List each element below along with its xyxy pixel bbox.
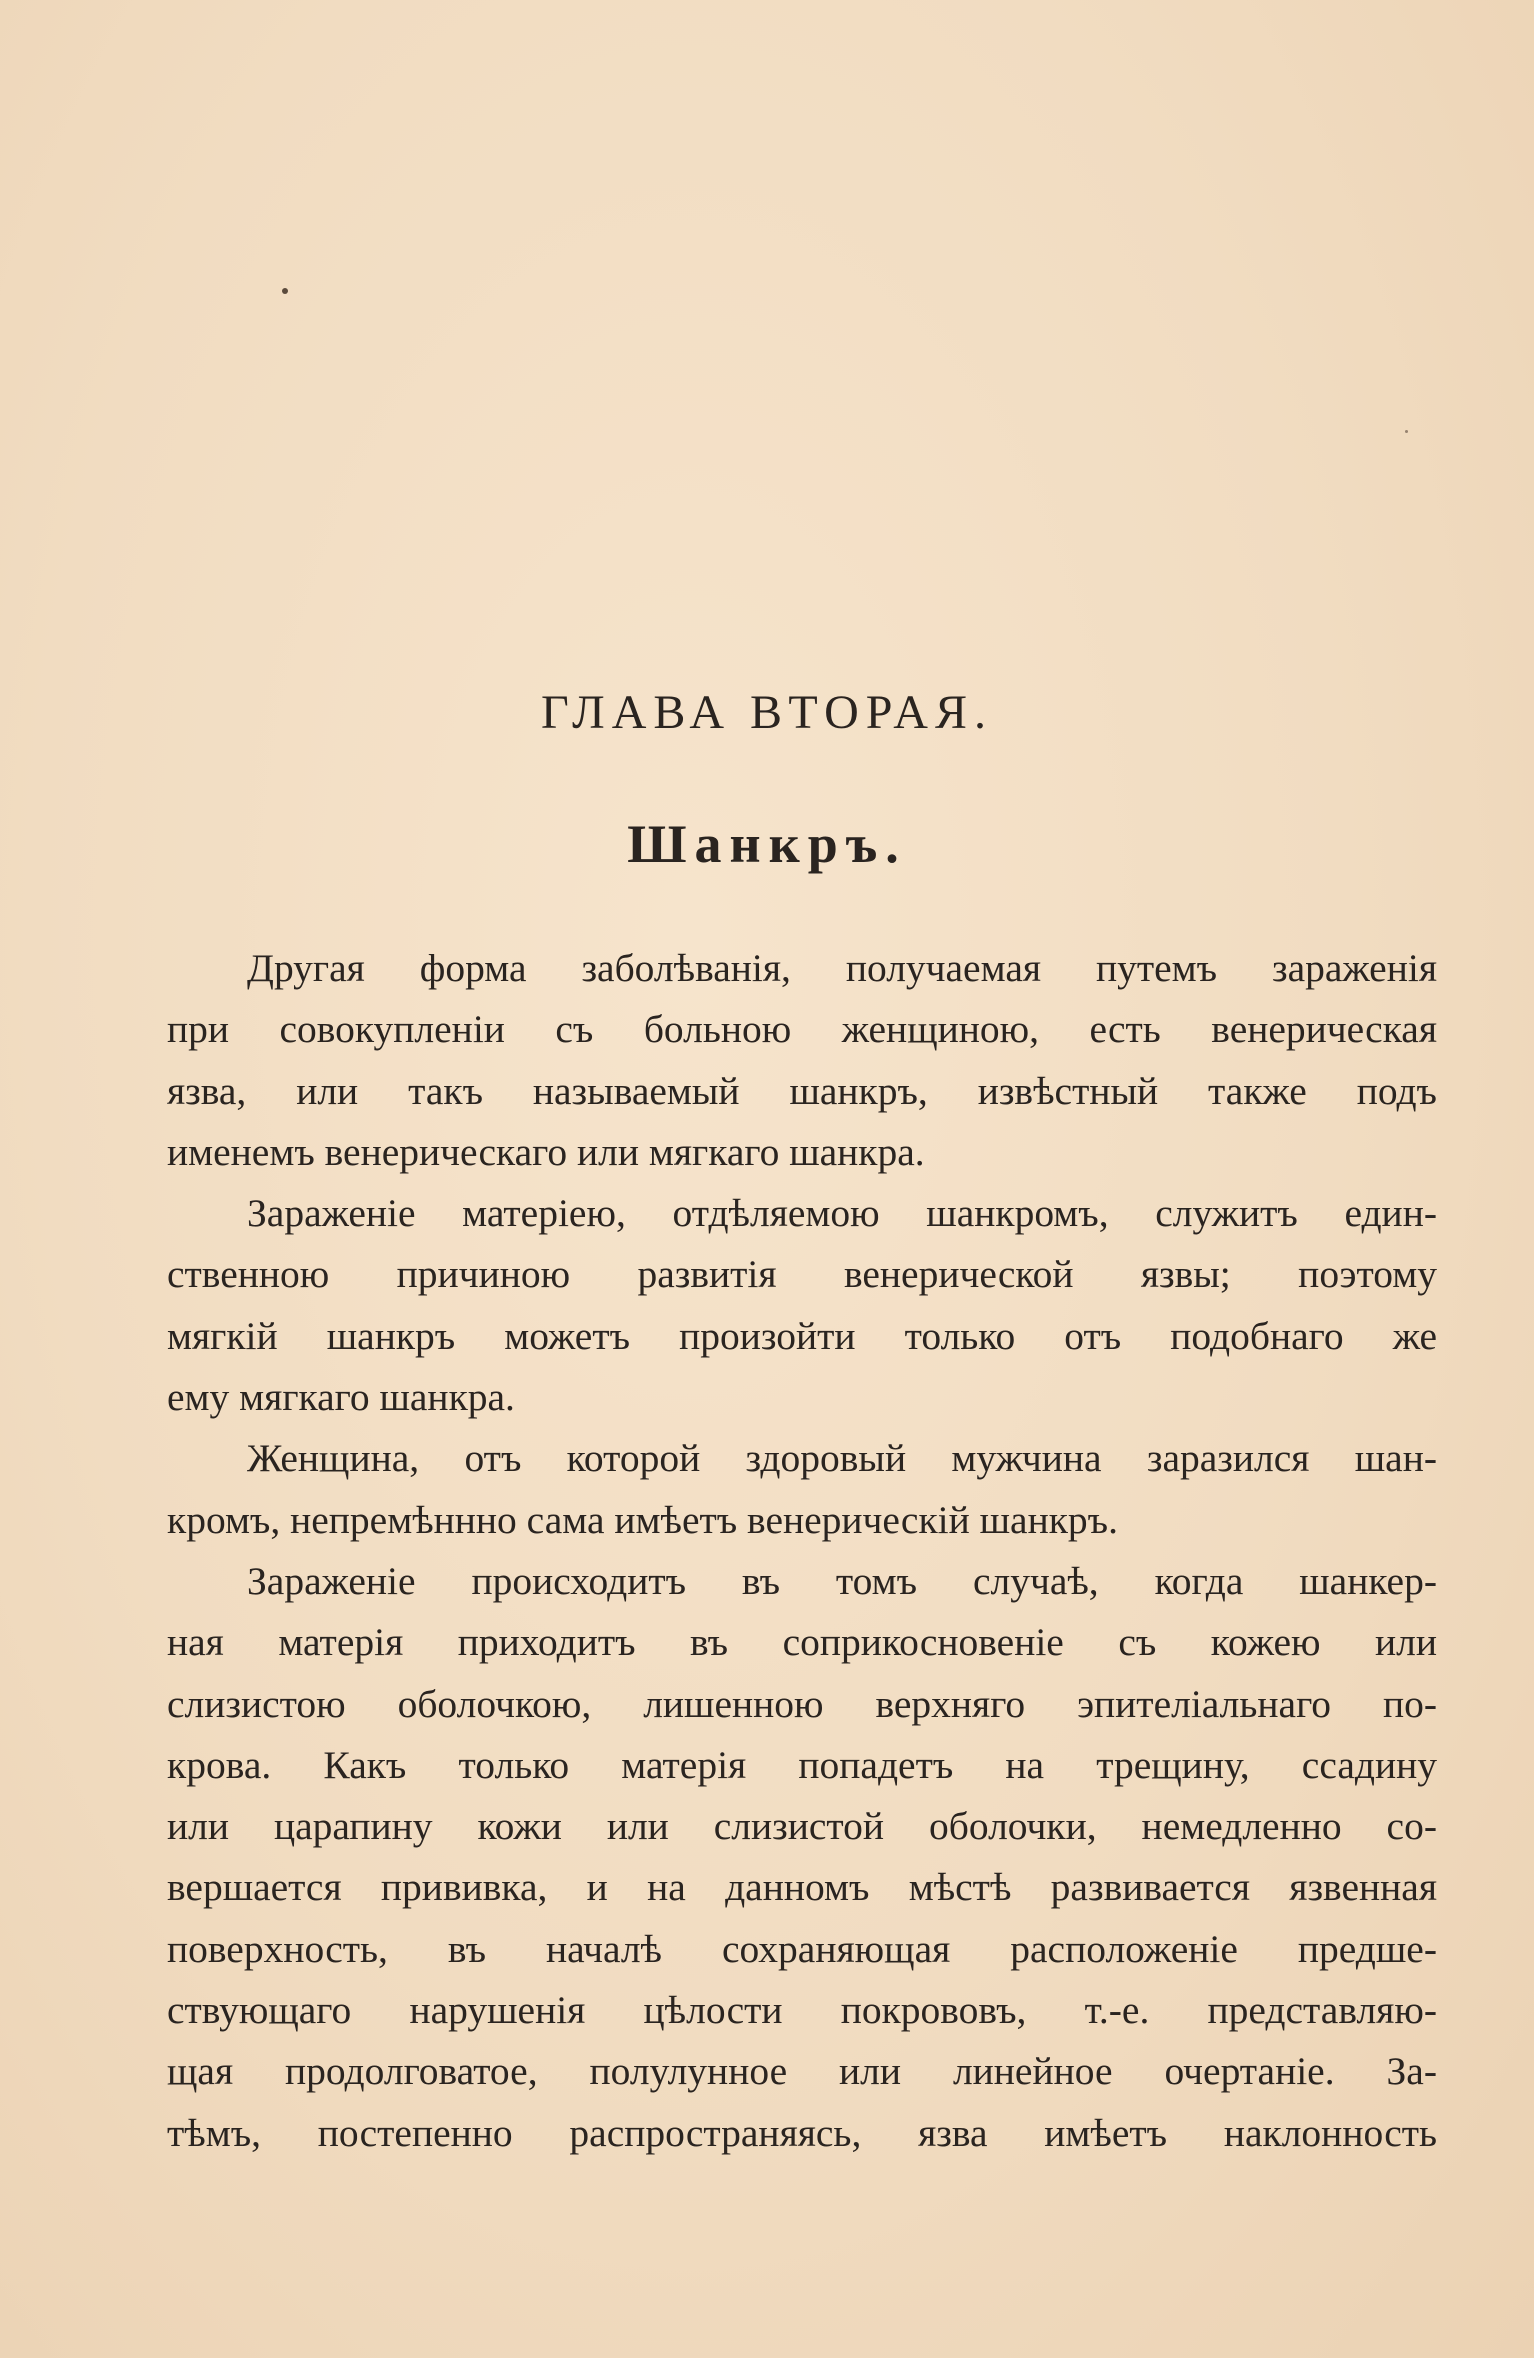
- ink-speck: [282, 288, 288, 294]
- text-line: Зараженіе происходитъ въ томъ случаѣ, когда шанкер-: [247, 1558, 1437, 1603]
- text-line: ственною причиною развитія венерической язвы; поэтому: [167, 1252, 1437, 1297]
- text-line: Женщина, отъ которой здоровый мужчина заразился шан-: [247, 1436, 1437, 1481]
- paragraph-4: [167, 1551, 1437, 2164]
- body-text: [167, 938, 1437, 2164]
- text-line: тѣмъ, постепенно распространяясь, язва имѣетъ наклонность: [167, 2110, 1437, 2155]
- ink-speck: [1405, 430, 1408, 433]
- text-line: кромъ, непремѣннно сама имѣетъ венерическій шанкръ.: [167, 1497, 1118, 1542]
- text-line: ствующаго нарушенія цѣлости покрововъ, т.-е. представляю-: [167, 1988, 1437, 2033]
- text-line: ная матерія приходитъ въ соприкосновеніе съ кожею или: [167, 1620, 1437, 1665]
- section-title: Шанкръ.: [627, 814, 907, 874]
- text-line: щая продолговатое, полулунное или линейное очертаніе. За-: [167, 2049, 1437, 2094]
- chapter-heading: ГЛАВА ВТОРАЯ.: [541, 686, 993, 739]
- text-line: мягкій шанкръ можетъ произойти только отъ подобнаго же: [167, 1313, 1437, 1358]
- text-line: Другая форма заболѣванія, получаемая путемъ зараженія: [247, 946, 1437, 990]
- text-line: язва, или такъ называемый шанкръ, извѣстный также подъ: [167, 1068, 1437, 1113]
- text-line: или царапину кожи или слизистой оболочки, немедленно со-: [167, 1804, 1437, 1849]
- paragraph-3: [167, 1428, 1437, 1551]
- text-line: крова. Какъ только матерія попадетъ на трещину, ссадину: [167, 1742, 1437, 1787]
- text-line: именемъ венерическаго или мягкаго шанкра.: [167, 1129, 925, 1174]
- text-line: слизистою оболочкою, лишенною верхняго эпителіальнаго по-: [167, 1681, 1437, 1726]
- text-line: при совокупленіи съ больною женщиною, есть венерическая: [167, 1007, 1437, 1052]
- text-line: Зараженіе матеріею, отдѣляемою шанкромъ, служитъ един-: [247, 1191, 1437, 1236]
- paragraph-1: [167, 938, 1437, 1183]
- text-line: вершается прививка, и на данномъ мѣстѣ развивается язвенная: [167, 1865, 1437, 1910]
- text-line: поверхность, въ началѣ сохраняющая расположеніе предше-: [167, 1926, 1437, 1971]
- paragraph-2: [167, 1183, 1437, 1428]
- text-line: ему мягкаго шанкра.: [167, 1375, 515, 1420]
